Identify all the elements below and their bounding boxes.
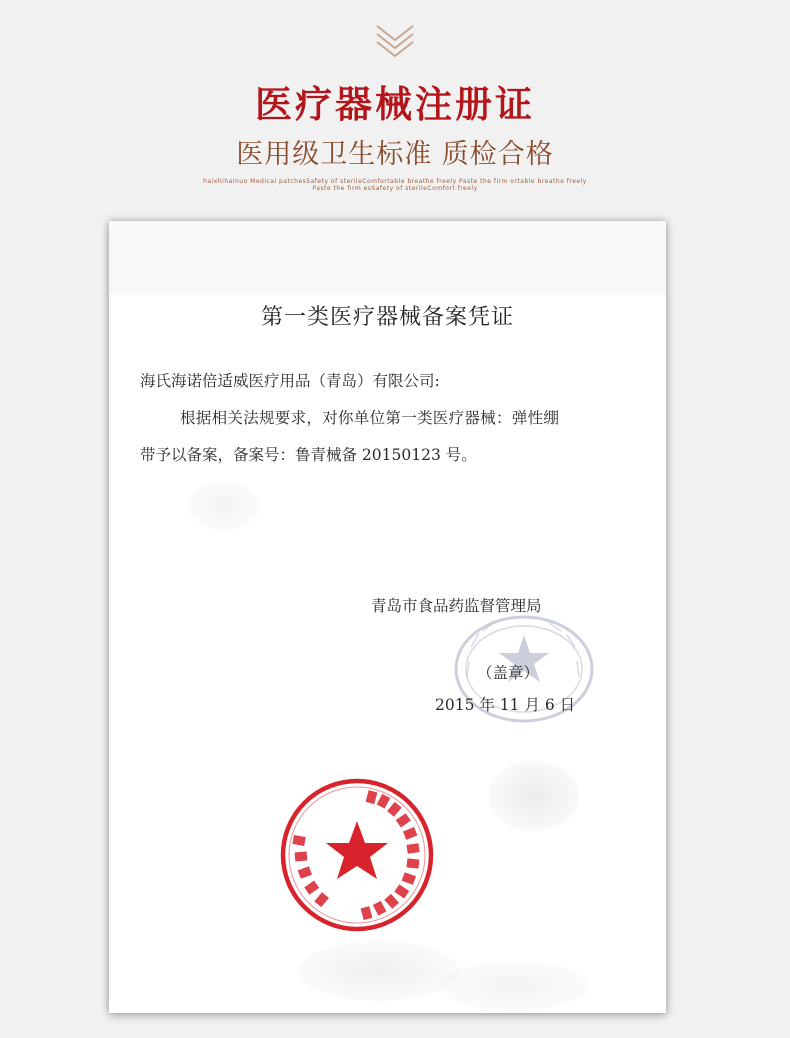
- paper-smudge: [299, 941, 459, 1001]
- seal-note: （盖章）: [477, 664, 540, 682]
- tagline: [120, 178, 670, 192]
- addressee-line: 海氏海诺倍适威医疗用品（青岛）有限公司:: [140, 372, 440, 390]
- body-text-line-2: 带予以备案，备案号：鲁青械备 20150123 号。: [140, 446, 477, 464]
- issue-date: 2015 年 11 月 6 日: [435, 696, 576, 714]
- tagline-line-2: Paste the firm esSafety of sterileComfort freely: [312, 185, 478, 192]
- issuing-authority: 青岛市食品药监督管理局: [371, 597, 542, 615]
- paper-smudge: [439, 961, 589, 1011]
- paper-smudge: [189, 481, 259, 531]
- chevron-down-icon: [374, 20, 416, 64]
- certificate-document: [109, 221, 666, 1013]
- paper-smudge: [489, 761, 579, 831]
- tagline-line-1: haixhihainuo Medical patchesSafety of sterileComfortable breathe freely Paste the firm ortable breathe freely: [203, 178, 587, 185]
- page-subtitle: 医用级卫生标准 质检合格: [236, 139, 554, 170]
- document-title: 第一类医疗器械备案凭证: [260, 305, 514, 330]
- page-title: 医疗器械注册证: [255, 83, 535, 126]
- paper-header-band: [109, 221, 666, 295]
- body-text-line-1: 根据相关法规要求，对你单位第一类医疗器械：弹性绷: [180, 409, 560, 427]
- red-official-seal: [277, 777, 437, 933]
